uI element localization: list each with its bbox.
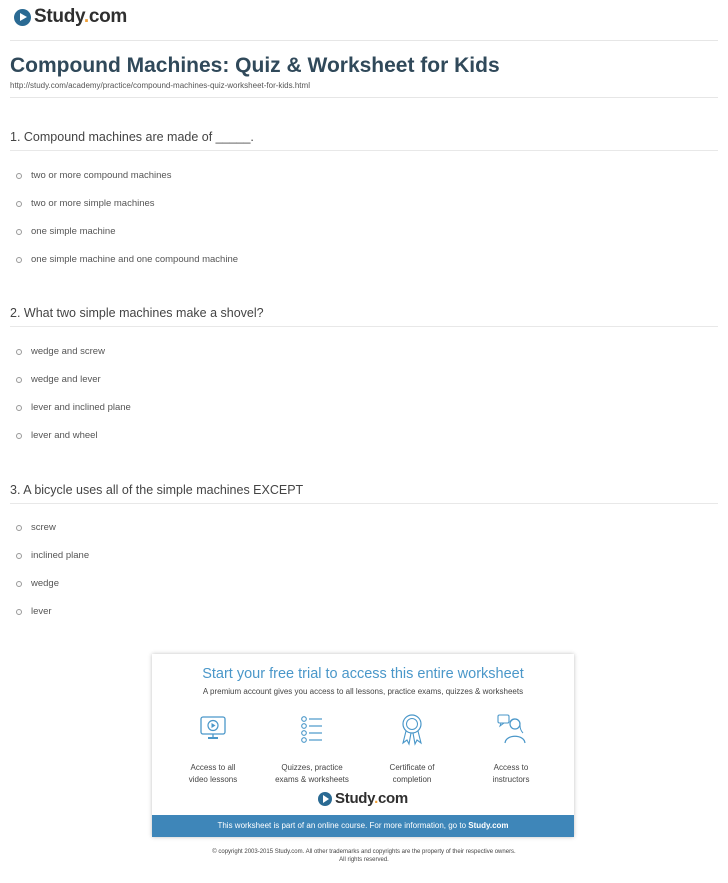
answer-option[interactable] bbox=[16, 522, 56, 533]
promo-subtitle: A premium account gives you access to all lessons, practice exams, quizzes & worksheets bbox=[202, 687, 524, 696]
question-1 bbox=[10, 130, 718, 265]
copyright-line: © copyright 2003-2015 Study.com. All other trademarks and copyrights are the property of their respective owners. bbox=[212, 849, 516, 855]
copyright-footer bbox=[0, 848, 728, 864]
feature-video-lessons bbox=[168, 712, 258, 786]
radio-button[interactable] bbox=[16, 609, 22, 615]
answer-option[interactable] bbox=[16, 374, 101, 385]
question-text: 1. Compound machines are made of _____. bbox=[10, 130, 254, 144]
option-label: wedge bbox=[31, 578, 59, 589]
feature-instructors bbox=[466, 712, 556, 786]
title-divider bbox=[10, 97, 718, 98]
option-label: screw bbox=[31, 522, 56, 533]
radio-button[interactable] bbox=[16, 349, 22, 355]
option-label: wedge and lever bbox=[31, 374, 101, 385]
option-label: lever and wheel bbox=[31, 430, 98, 441]
study-link[interactable]: Study.com bbox=[468, 821, 509, 830]
page-title: Compound Machines: Quiz & Worksheet for Kids bbox=[10, 54, 500, 77]
radio-button[interactable] bbox=[16, 433, 22, 439]
promo-bar-text: This worksheet is part of an online course. For more information, go to bbox=[217, 821, 469, 830]
option-label: lever and inclined plane bbox=[31, 402, 131, 413]
header-divider bbox=[10, 40, 718, 41]
promo-study-logo[interactable] bbox=[152, 790, 574, 807]
radio-button[interactable] bbox=[16, 377, 22, 383]
feature-label: Access to all video lessons bbox=[188, 763, 238, 784]
answer-option[interactable] bbox=[16, 606, 52, 617]
promo-info-bar bbox=[152, 815, 574, 837]
study-logo[interactable] bbox=[14, 6, 127, 28]
play-logo-icon bbox=[318, 792, 332, 806]
question-divider bbox=[10, 326, 718, 327]
answer-option[interactable] bbox=[16, 402, 131, 413]
feature-label: Quizzes, practice exams & worksheets bbox=[275, 763, 349, 784]
option-label: two or more compound machines bbox=[31, 170, 172, 181]
answer-option[interactable] bbox=[16, 430, 98, 441]
question-3 bbox=[10, 483, 718, 617]
page-url: http://study.com/academy/practice/compound-machines-quiz-worksheet-for-kids.html bbox=[10, 81, 310, 90]
feature-quizzes bbox=[267, 712, 357, 786]
instructor-chat-icon bbox=[496, 712, 526, 746]
radio-button[interactable] bbox=[16, 201, 22, 207]
answer-option[interactable] bbox=[16, 170, 171, 181]
answer-option[interactable] bbox=[16, 578, 59, 589]
answer-option[interactable] bbox=[16, 198, 155, 209]
question-2 bbox=[10, 306, 718, 441]
rights-line: All rights reserved. bbox=[339, 857, 389, 863]
video-lesson-icon bbox=[198, 712, 228, 746]
question-divider bbox=[10, 503, 718, 504]
promo-title[interactable]: Start your free trial to access this entire worksheet bbox=[202, 666, 524, 682]
radio-button[interactable] bbox=[16, 229, 22, 235]
question-text: 3. A bicycle uses all of the simple machines EXCEPT bbox=[10, 483, 304, 497]
logo-text: Study.com bbox=[34, 6, 128, 27]
radio-button[interactable] bbox=[16, 525, 22, 531]
option-label: lever bbox=[31, 606, 52, 617]
answer-option[interactable] bbox=[16, 550, 89, 561]
radio-button[interactable] bbox=[16, 173, 22, 179]
quiz-list-icon bbox=[297, 712, 327, 746]
certificate-icon bbox=[397, 712, 427, 746]
radio-button[interactable] bbox=[16, 257, 22, 263]
option-label: one simple machine and one compound machine bbox=[31, 254, 239, 265]
feature-label: Access to instructors bbox=[492, 763, 530, 784]
option-label: wedge and screw bbox=[31, 346, 105, 357]
question-divider bbox=[10, 150, 718, 151]
play-logo-icon bbox=[14, 9, 31, 26]
radio-button[interactable] bbox=[16, 405, 22, 411]
radio-button[interactable] bbox=[16, 581, 22, 587]
logo-text: Study.com bbox=[335, 790, 408, 807]
answer-option[interactable] bbox=[16, 346, 105, 357]
option-label: two or more simple machines bbox=[31, 198, 155, 209]
option-label: one simple machine bbox=[31, 226, 116, 237]
free-trial-promo bbox=[152, 654, 574, 837]
answer-option[interactable] bbox=[16, 226, 116, 237]
question-text: 2. What two simple machines make a shovel? bbox=[10, 306, 264, 320]
answer-option[interactable] bbox=[16, 254, 238, 265]
radio-button[interactable] bbox=[16, 553, 22, 559]
feature-certificate bbox=[367, 712, 457, 786]
option-label: inclined plane bbox=[31, 550, 90, 561]
feature-label: Certificate of completion bbox=[389, 763, 435, 784]
